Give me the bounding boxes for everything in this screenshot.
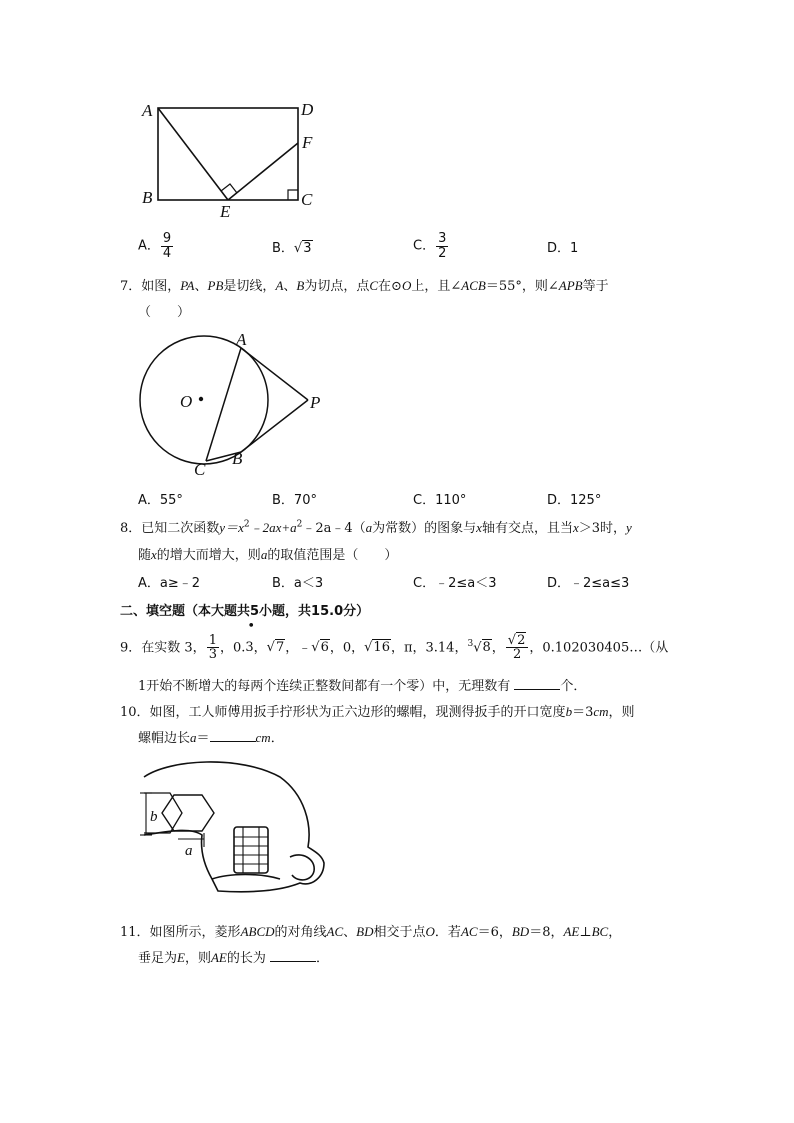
- function-expression: y＝x: [219, 520, 244, 535]
- label-a: a: [185, 843, 193, 859]
- question-9-line-2: [138, 675, 586, 694]
- var-ac: AC: [460, 924, 478, 939]
- radicand: 8: [482, 640, 491, 656]
- label-a: A: [142, 101, 153, 120]
- adjust-screw: [234, 827, 268, 873]
- label-c: C: [301, 190, 313, 209]
- question-10-line-2: [138, 727, 284, 746]
- numerator: 1: [208, 632, 217, 648]
- var-a: a: [260, 547, 268, 562]
- label-e: E: [220, 202, 231, 220]
- sqrt-7: √7: [266, 640, 285, 656]
- q7-option-a: A．55°: [138, 493, 183, 508]
- question-number: 9．: [120, 640, 142, 656]
- text: ，: [491, 640, 505, 656]
- q6-option-c: [413, 232, 449, 260]
- radicand: 3: [303, 241, 312, 256]
- var-ae: AE: [210, 950, 227, 965]
- var-abcd: ABCD: [240, 924, 275, 939]
- answer-blank[interactable]: [210, 729, 256, 742]
- sqrt-16: √16: [364, 640, 390, 656]
- q8-option-d: D．﹣2≤a≤3: [547, 576, 630, 591]
- circle-o: [140, 336, 268, 464]
- q8-option-a: A．a≥﹣2: [138, 576, 201, 591]
- text: ，0.: [219, 640, 246, 656]
- text: ，﹣: [285, 640, 312, 656]
- text: 个．: [560, 679, 587, 694]
- label-o: O: [180, 392, 193, 411]
- text: ．: [270, 731, 284, 746]
- label-a: A: [236, 330, 247, 349]
- repeating-digit: [245, 619, 256, 666]
- text: ．若: [434, 925, 461, 940]
- var-x: x: [476, 520, 482, 535]
- numerator: 3: [438, 231, 447, 246]
- text: 在实数 3，: [141, 640, 206, 656]
- q7-option-b: B．70°: [272, 493, 317, 508]
- question-7-line-1: [120, 275, 609, 294]
- option-d-label: D．: [547, 241, 571, 256]
- sqrt-6: √6: [311, 640, 329, 656]
- text: 、: [194, 279, 208, 294]
- var-bc: BC: [591, 924, 609, 939]
- sqrt-3: √3: [293, 241, 312, 256]
- var-pb: PB: [207, 278, 224, 293]
- label-c: C: [194, 460, 206, 479]
- fraction-sqrt2-2: [506, 634, 529, 662]
- root-index: 3: [467, 639, 474, 649]
- label-f: F: [302, 133, 313, 152]
- text: ＝55°，则∠: [485, 279, 559, 294]
- exponent: 2: [296, 519, 303, 530]
- text: ＞3时，: [578, 521, 627, 536]
- radicand: 6: [320, 640, 329, 656]
- text: 轴有交点，且当: [481, 521, 573, 536]
- hexagon-nut: [162, 795, 214, 831]
- text: 在⊙: [378, 279, 402, 294]
- q7-option-d: D．125°: [547, 493, 602, 508]
- q7-option-c: C．110°: [413, 493, 467, 508]
- function-expression: ﹣2a﹣4（: [302, 521, 366, 536]
- unit-cm: cm: [593, 704, 609, 719]
- q6-option-d: [547, 237, 578, 256]
- figure-circle-tangents: [132, 330, 332, 480]
- denominator: 4: [162, 245, 172, 261]
- cube-root-8: $^3$√8: [467, 639, 491, 656]
- text: 如图，: [141, 279, 181, 294]
- var-acb: ACB: [461, 278, 486, 293]
- var-x: x: [151, 547, 157, 562]
- unit-cm: cm: [255, 730, 271, 745]
- right-angle-mark-c: [288, 190, 298, 200]
- question-8-line-1: [120, 517, 632, 536]
- figure-rectangle-abcd: [138, 96, 328, 220]
- text: 螺帽边长: [138, 731, 191, 746]
- text: ，0，: [329, 640, 365, 656]
- radicand: 16: [373, 640, 390, 656]
- text: 随: [138, 548, 152, 563]
- digit: 3: [245, 640, 254, 656]
- var-ac: AC: [326, 924, 344, 939]
- question-11-line-2: [138, 947, 329, 966]
- option-b-label: B．: [272, 241, 294, 256]
- text: ，: [253, 640, 267, 656]
- q6-option-b: [272, 237, 313, 256]
- text: 为常数）的图象与: [372, 521, 477, 536]
- radicand: 2: [517, 632, 526, 648]
- section-title-fill-in: 二、填空题（本大题共5小题，共15.0分）: [120, 604, 370, 619]
- var-b: B: [296, 278, 305, 293]
- text: ．: [316, 951, 330, 966]
- text: 已知二次函数: [141, 521, 220, 536]
- text: 1开始不断增大的每两个连续正整数间都有一个零）中，无理数有: [138, 679, 511, 694]
- var-x: x: [572, 520, 579, 535]
- answer-paren: （ ）: [138, 305, 191, 320]
- text: 相交于点: [373, 925, 426, 940]
- wrench-handle-line: [212, 875, 280, 880]
- text: 的增大而增大，则: [156, 548, 261, 563]
- fraction-1-3: [207, 634, 219, 662]
- var-e: E: [177, 950, 185, 965]
- var-bd: BD: [356, 924, 374, 939]
- numerator: √2: [506, 634, 529, 649]
- question-10-line-1: [120, 701, 635, 720]
- var-a: a: [365, 520, 373, 535]
- text: 、: [343, 925, 357, 940]
- option-d-value: 1: [570, 241, 579, 256]
- segment-ae: [158, 108, 228, 200]
- answer-blank[interactable]: [514, 677, 560, 690]
- label-b: b: [150, 809, 158, 825]
- question-9-line-1: [120, 619, 669, 666]
- text: ＝6，: [477, 925, 512, 940]
- var-c: C: [369, 278, 379, 293]
- var-a: a: [190, 730, 197, 745]
- text: ，则: [184, 951, 211, 966]
- fraction-9-4: [161, 232, 173, 260]
- question-number: 7．: [120, 279, 142, 294]
- label-b: B: [142, 188, 153, 207]
- figure-wrench: [130, 755, 340, 905]
- denominator: 2: [438, 245, 447, 261]
- label-b: B: [232, 449, 243, 468]
- q6-option-a: [138, 232, 174, 260]
- var-a: A: [275, 278, 284, 293]
- function-expression: ﹣2ax+a: [249, 520, 297, 535]
- var-b: b: [565, 704, 573, 719]
- question-number: 8．: [120, 521, 142, 536]
- denominator: 2: [512, 647, 522, 663]
- var-ae: AE: [563, 924, 580, 939]
- text: ＝: [196, 731, 210, 746]
- question-11-line-1: [120, 921, 621, 940]
- question-number: 11．: [120, 925, 150, 940]
- question-number: 10．: [120, 705, 150, 720]
- option-c-label: C．: [413, 238, 436, 254]
- text: ＝8，: [529, 925, 564, 940]
- text: ，π，3.14，: [390, 640, 468, 656]
- label-d: D: [301, 100, 314, 119]
- exponent: 2: [243, 519, 250, 530]
- var-y: y: [626, 520, 632, 535]
- repeat-dot: •: [247, 619, 256, 635]
- text: 的长为: [226, 951, 266, 966]
- text: 如图，工人师傅用扳手拧形状为正六边形的螺帽，现测得扳手的开口宽度: [149, 705, 566, 720]
- fraction-3-2: [436, 232, 448, 260]
- option-a-label: A．: [138, 238, 160, 254]
- var-apb: APB: [558, 278, 583, 293]
- answer-blank[interactable]: [270, 949, 316, 962]
- label-p: P: [310, 393, 321, 412]
- center-dot: [199, 397, 203, 401]
- text: 等于: [582, 279, 609, 294]
- text: 上，且∠: [411, 279, 462, 294]
- wrench-hole: [290, 855, 314, 880]
- text: 如图所示，菱形: [149, 925, 241, 940]
- chord-ac: [206, 348, 241, 461]
- question-8-line-2: [138, 544, 397, 563]
- text: ，: [608, 925, 622, 940]
- text: ，则: [608, 705, 635, 720]
- text: 垂足为: [138, 951, 178, 966]
- text: 的取值范围是（ ）: [267, 548, 398, 563]
- text: 的对角线: [274, 925, 327, 940]
- tangent-pb: [241, 400, 308, 452]
- radicand: 7: [275, 640, 285, 656]
- q8-option-c: C．﹣2≤a＜3: [413, 576, 497, 591]
- text: ＝3: [572, 705, 594, 720]
- perp-symbol: ⊥: [579, 925, 592, 940]
- denominator: 3: [208, 647, 217, 663]
- numerator: 9: [162, 231, 172, 246]
- text: ，0.102030405…（从: [529, 640, 669, 656]
- text: 、: [283, 279, 297, 294]
- q8-option-b: B．a＜3: [272, 576, 324, 591]
- var-pa: PA: [180, 278, 195, 293]
- var-bd: BD: [511, 924, 530, 939]
- right-angle-mark-e: [221, 184, 237, 193]
- question-7-line-2: [138, 301, 190, 320]
- var-o: O: [425, 924, 435, 939]
- tangent-pa: [241, 348, 308, 400]
- var-o: O: [401, 278, 412, 293]
- text: 是切线，: [223, 279, 276, 294]
- text: 为切点，点: [304, 279, 370, 294]
